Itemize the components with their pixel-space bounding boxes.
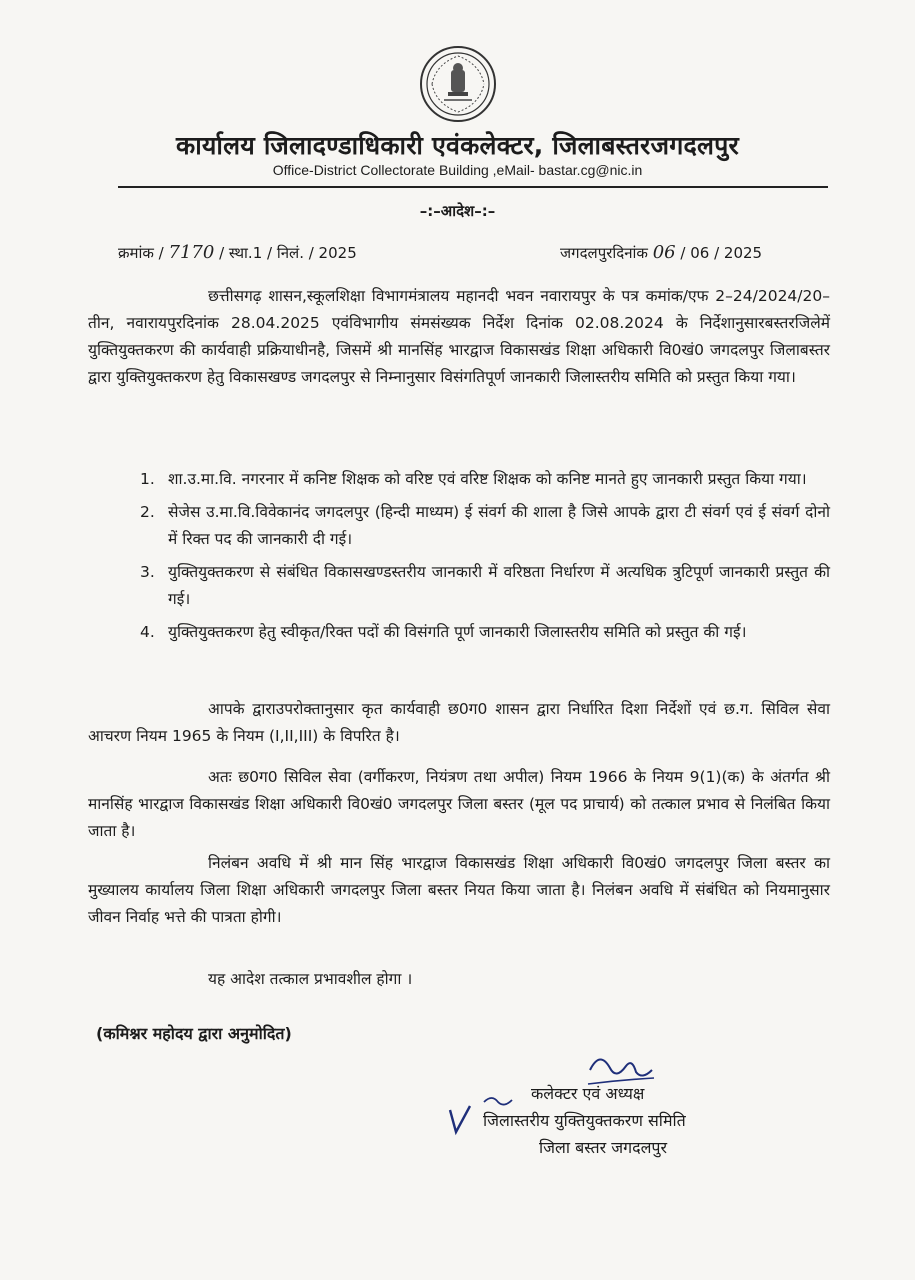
list-item: [140, 499, 830, 553]
headquarters-section: [88, 850, 830, 931]
order-date-suffix: / 06 / 2025: [680, 244, 763, 262]
office-subtitle: Office-District Collectorate Building ,eMail- bastar.cg@nic.in: [272, 162, 643, 178]
list-item: [140, 466, 830, 493]
list-item-number: 1.: [140, 470, 155, 488]
order-date-prefix: जगदलपुरदिनांक: [560, 244, 648, 262]
order-date: [560, 242, 762, 263]
headquarters-paragraph: निलंबन अवधि में श्री मान सिंह भारद्वाज विकासखंड शिक्षा अधिकारी वि0खं0 जगदलपुर जिला बस्तर का मुख्यालय कार्यालय जिला शिक्षा अधिकारी जगदलपुर जिला बस्तर नियत किया जाता है। निलंबन अवधि में संबंधित को नियमानुसार जीवन निर्वाह भत्ते की पात्रता होगी।: [88, 854, 830, 926]
violation-section: [88, 696, 830, 750]
signatory-designation: कलेक्टर एवं अध्यक्ष: [531, 1084, 645, 1103]
intro-paragraph: छत्तीसगढ़ शासन,स्कूलशिक्षा विभागमंत्रालय महानदी भवन नवारायपुर के पत्र कमांक/एफ 2–24/2024/20–तीन, नवारायपुरदिनांक 28.04.2025 एवंविभागीय संमसंख्यक निर्देश दिनांक 02.08.2024 के निर्देशानुसारबस्तरजिलेमें युक्तियुक्तकरण की कार्यवाही प्रक्रियाधीनहै, जिसमें श्री मानसिंह भारद्वाज विकासखंड शिक्षा अधिकारी वि0खं0 जगदलपुर जिलाबस्तर द्वारा युक्तियुक्तकरण हेतु विकासखण्ड जगदलपुर से निम्नानुसार विसंगतिपूर्ण जानकारी जिलास्तरीय समिति को प्रस्तुत किया गया।: [88, 287, 830, 386]
intro-section: [88, 283, 830, 391]
order-number-suffix: / स्था.1 / निलं. / 2025: [219, 244, 357, 262]
order-date-day: 06: [652, 242, 676, 263]
order-heading: –:–आदेश–:–: [419, 202, 496, 220]
suspension-section: [88, 764, 830, 845]
order-number-value: 7170: [168, 242, 215, 263]
signatory-committee: जिलास्तरीय युक्तियुक्तकरण समिति: [483, 1111, 686, 1130]
effective-paragraph: यह आदेश तत्काल प्रभावशील होगा ।: [208, 970, 413, 988]
state-emblem-icon: [418, 44, 498, 124]
effective-section: [88, 966, 830, 993]
list-item-text: शा.उ.मा.वि. नगरनार में कनिष्ट शिक्षक को वरिष्ट एवं वरिष्ट शिक्षक को कनिष्ट मानते हुए जानकारी प्रस्तुत किया गया।: [168, 470, 807, 488]
order-number: [118, 242, 357, 263]
list-item-text: सेजेस उ.मा.वि.विवेकानंद जगदलपुर (हिन्दी माध्यम) ई संवर्ग की शाला है जिसे आपके द्वारा टी संवर्ग एवं ई संवर्ग दोनो में रिक्त पद की जानकारी दी गई।: [168, 503, 830, 548]
signatory-location: जिला बस्तर जगदलपुर: [539, 1138, 668, 1157]
violation-paragraph: आपके द्वाराउपरोक्तानुसार कृत कार्यवाही छ0ग0 शासन द्वारा निर्धारित दिशा निर्देशों एवं छ.ग. सिविल सेवा आचरण नियम 1965 के नियम (I,II,III) के विपरित है।: [88, 700, 830, 745]
list-item-number: 3.: [140, 563, 155, 581]
approval-note: (कमिश्नर महोदय द्वारा अनुमोदित): [96, 1024, 292, 1043]
list-item-text: युक्तियुक्तकरण से संबंधित विकासखण्डस्तरीय जानकारी में वरिष्ठता निर्धारण में अत्यधिक त्रुटिपूर्ण जानकारी प्रस्तुत की गई।: [168, 563, 830, 608]
list-item-number: 4.: [140, 623, 155, 641]
order-number-prefix: क्रमांक /: [118, 244, 164, 262]
list-item: [140, 619, 830, 646]
suspension-paragraph: अतः छ0ग0 सिविल सेवा (वर्गीकरण, नियंत्रण तथा अपील) नियम 1966 के नियम 9(1)(क) के अंतर्गत श्री मानसिंह भारद्वाज विकासखंड शिक्षा अधिकारी वि0खं0 जगदलपुर जिला बस्तर (मूल पद प्राचार्य) को तत्काल प्रभाव से निलंबित किया जाता है।: [88, 768, 830, 840]
list-item: [140, 559, 830, 613]
office-title: कार्यालय जिलादण्डाधिकारी एवंकलेक्टर, जिलाबस्तरजगदलपुर: [176, 131, 739, 160]
list-item-number: 2.: [140, 503, 155, 521]
signature-block: [483, 1080, 686, 1161]
list-item-text: युक्तियुक्तकरण हेतु स्वीकृत/रिक्त पदों की विसंगति पूर्ण जानकारी जिलास्तरीय समिति को प्रस्तुत की गई।: [168, 623, 747, 641]
findings-list: [140, 466, 830, 652]
header-divider: [118, 186, 828, 188]
